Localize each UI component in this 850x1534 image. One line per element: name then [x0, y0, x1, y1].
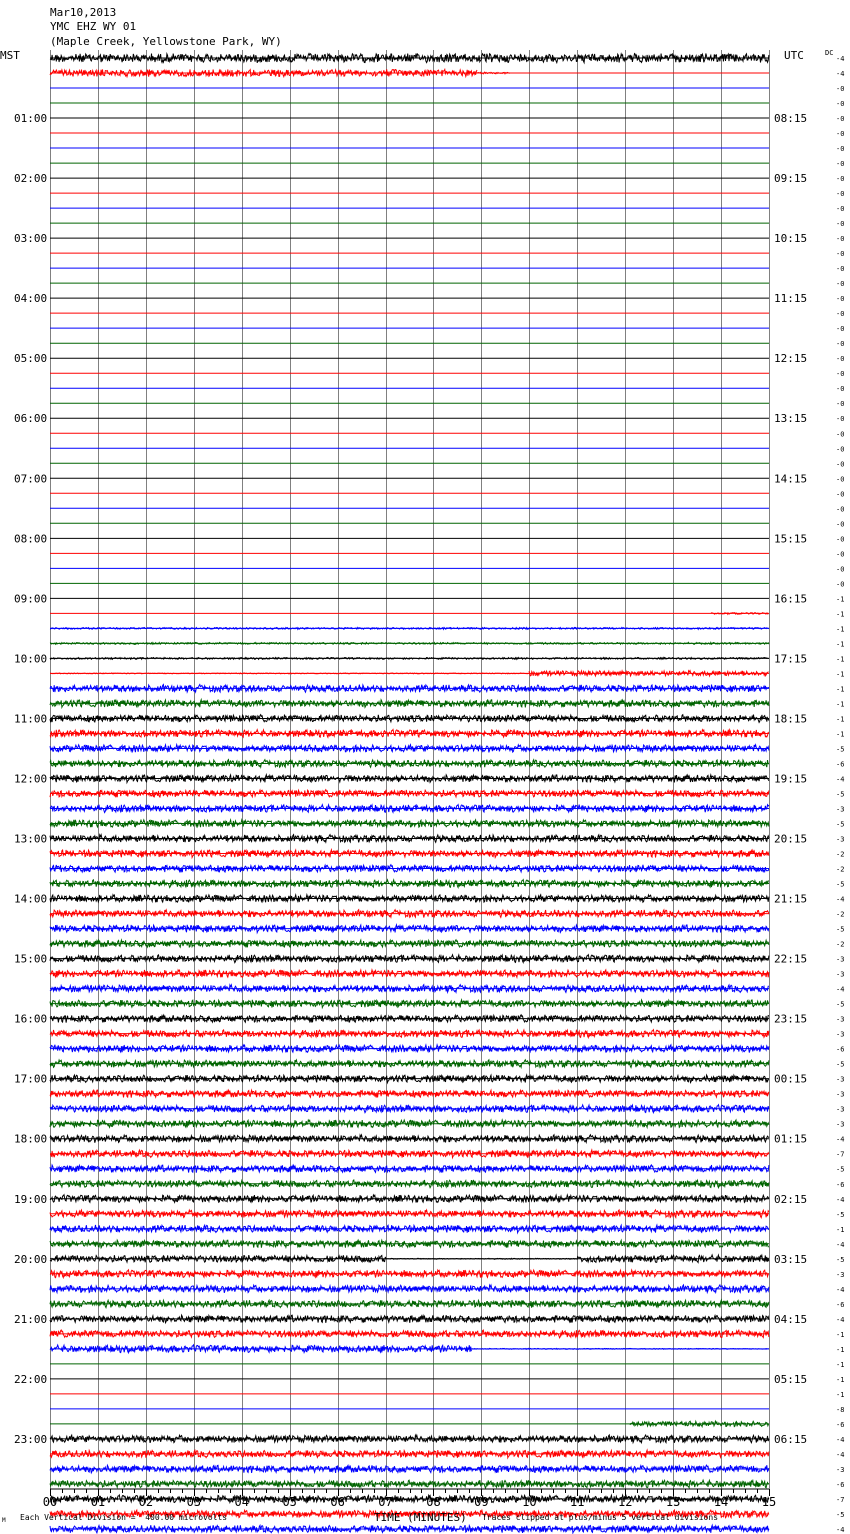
hour-label-utc: 19:15 — [774, 772, 808, 786]
hour-label-mst: 09:00 — [14, 592, 48, 606]
dc-offset-value: -0 — [836, 295, 845, 304]
dc-offset-value: -0 — [836, 250, 845, 259]
hour-label-mst: 03:00 — [14, 232, 48, 246]
hour-label-mst: 05:00 — [14, 352, 48, 366]
dc-offset-value: -5 — [836, 1000, 845, 1009]
dc-offset-value: -3 — [836, 835, 845, 844]
seismic-trace — [50, 1165, 769, 1173]
seismic-trace — [50, 1045, 769, 1053]
dc-offset-value: -0 — [836, 265, 845, 274]
hour-label-mst: 10:00 — [14, 652, 48, 666]
dc-offset-value: -6 — [836, 1420, 845, 1429]
x-tick-label: 09 — [474, 1495, 489, 1509]
dc-offset-value: -4 — [836, 1315, 845, 1324]
dc-offset-value: -0 — [836, 565, 845, 574]
dc-offset-value: -0 — [836, 115, 845, 124]
dc-offset-value: -6 — [836, 1300, 845, 1309]
dc-offset-value: -0 — [836, 355, 845, 364]
hour-label-mst: 11:00 — [14, 712, 48, 726]
seismic-trace — [529, 671, 768, 676]
x-tick-label: 14 — [713, 1495, 729, 1509]
hour-label-utc: 04:15 — [774, 1312, 808, 1326]
dc-offset-value: -6 — [836, 1180, 845, 1189]
x-tick-label: 15 — [761, 1495, 777, 1509]
scale-note: Each Vertical Division = 400.00 microvolts — [20, 1513, 228, 1522]
hour-label-utc: 18:15 — [774, 712, 808, 726]
dc-offset-value: -5 — [836, 1255, 845, 1264]
dc-offset-value: -0 — [836, 160, 845, 169]
hour-label-mst: 19:00 — [14, 1192, 48, 1206]
seismic-trace — [50, 925, 769, 933]
dc-offset-value: -0 — [836, 505, 845, 514]
dc-offset-value: -6 — [836, 1480, 845, 1489]
x-tick-label: 11 — [570, 1495, 585, 1509]
dc-offset-value: -8 — [836, 1405, 845, 1414]
dc-offset-value: -1 — [836, 610, 845, 619]
dc-offset-value: -3 — [836, 1105, 845, 1114]
seismic-trace — [50, 1195, 769, 1203]
dc-offset-value: -4 — [836, 1525, 845, 1534]
x-tick-label: 01 — [90, 1495, 106, 1509]
dc-offset-value: -0 — [836, 445, 845, 454]
dc-offset-value: -0 — [836, 175, 845, 184]
dc-offset-value: -5 — [836, 820, 845, 829]
dc-offset-value: -3 — [836, 1270, 845, 1279]
dc-offset-value: -1 — [836, 1345, 845, 1354]
dc-offset-value: -1 — [836, 640, 845, 649]
hour-label-utc: 20:15 — [774, 832, 808, 846]
dc-offset-value: -5 — [836, 1510, 845, 1519]
dc-offset-value: -7 — [836, 1495, 845, 1504]
hour-label-utc: 13:15 — [774, 412, 808, 426]
seismic-trace — [50, 880, 769, 888]
dc-offset-value: -1 — [836, 730, 845, 739]
hour-label-utc: 15:15 — [774, 532, 808, 546]
x-tick-label: 05 — [282, 1495, 297, 1509]
dc-offset-value: -0 — [836, 130, 845, 139]
dc-offset-value: -4 — [836, 775, 845, 784]
dc-offset-value: -1 — [836, 715, 845, 724]
dc-offset-value: -5 — [836, 925, 845, 934]
dc-offset-value: -4 — [836, 1240, 845, 1249]
dc-offset-header: DC — [825, 49, 834, 57]
right-timezone-label: UTC — [784, 49, 804, 62]
seismic-trace — [50, 1000, 769, 1008]
dc-offset-value: -4 — [836, 55, 845, 63]
seismic-trace — [50, 790, 769, 798]
traces — [50, 54, 769, 1534]
dc-offset-value: -0 — [836, 235, 845, 244]
dc-offset-value: -2 — [836, 940, 845, 949]
dc-offset-value: -1 — [836, 655, 845, 664]
hour-label-utc: 17:15 — [774, 652, 808, 666]
hour-label-mst: 13:00 — [14, 832, 48, 846]
dc-offset-value: -5 — [836, 745, 845, 754]
hour-label-utc: 05:15 — [774, 1372, 808, 1386]
dc-offset-value: -0 — [836, 535, 845, 544]
dc-offset-value: -0 — [836, 520, 845, 529]
seismic-trace — [50, 910, 769, 918]
hour-label-mst: 16:00 — [14, 1012, 48, 1026]
x-tick-label: 06 — [330, 1495, 345, 1509]
dc-offset-value: -3 — [836, 1030, 845, 1039]
x-axis-label: TIME (MINUTES) — [374, 1511, 467, 1524]
hour-label-mst: 07:00 — [14, 472, 48, 486]
dc-offset-value: -0 — [836, 415, 845, 424]
hour-label-utc: 21:15 — [774, 892, 808, 906]
hour-label-mst: 18:00 — [14, 1132, 48, 1146]
dc-offset-value: -1 — [836, 700, 845, 709]
seismic-trace — [50, 1240, 769, 1248]
dc-offset-value: -0 — [836, 340, 845, 349]
dc-offset-value: -1 — [836, 1390, 845, 1399]
dc-offset-value: -5 — [836, 790, 845, 799]
hour-label-mst: 12:00 — [14, 772, 48, 786]
hour-label-mst: 20:00 — [14, 1252, 48, 1266]
hour-label-utc: 08:15 — [774, 112, 808, 126]
dc-offset-value: -4 — [836, 70, 845, 79]
dc-offset-value: -0 — [836, 550, 845, 559]
dc-offset-value: -3 — [836, 955, 845, 964]
dc-offset-value: -3 — [836, 1075, 845, 1084]
dc-offset-value: -4 — [836, 1435, 845, 1444]
hour-label-utc: 09:15 — [774, 172, 808, 186]
hour-label-mst: 04:00 — [14, 292, 48, 306]
dc-offset-value: -0 — [836, 220, 845, 229]
seismic-trace — [50, 1480, 769, 1488]
dc-offset-value: -5 — [836, 1165, 845, 1174]
dc-offset-value: -3 — [836, 970, 845, 979]
hour-label-utc: 11:15 — [774, 292, 808, 306]
station-id: YMC EHZ WY 01 — [50, 20, 137, 33]
station-location: (Maple Creek, Yellowstone Park, WY) — [50, 35, 282, 48]
plot-date: Mar10,2013 — [50, 6, 117, 19]
dc-offset-value: -0 — [836, 460, 845, 469]
seismic-trace — [50, 1285, 769, 1293]
dc-offset-value: -3 — [836, 1015, 845, 1024]
time-axis — [50, 1489, 770, 1496]
seismic-trace — [50, 1345, 471, 1353]
hour-label-utc: 12:15 — [774, 352, 808, 366]
dc-offset-value: -0 — [836, 370, 845, 379]
hour-label-utc: 06:15 — [774, 1432, 808, 1446]
hour-label-mst: 06:00 — [14, 412, 48, 426]
dc-offset-value: -4 — [836, 985, 845, 994]
seismic-trace — [50, 54, 769, 63]
dc-offset-value: -1 — [836, 625, 845, 634]
hour-label-mst: 21:00 — [14, 1312, 48, 1326]
dc-offset-value: -0 — [836, 190, 845, 199]
hour-label-mst: 23:00 — [14, 1432, 48, 1446]
x-tick-label: 07 — [378, 1495, 393, 1509]
seismic-trace — [50, 760, 769, 768]
dc-offset-value: -1 — [836, 685, 845, 694]
hour-label-mst: 01:00 — [14, 112, 48, 126]
hour-label-mst: 22:00 — [14, 1372, 48, 1386]
dc-offset-value: -1 — [836, 670, 845, 679]
hour-label-utc: 10:15 — [774, 232, 808, 246]
dc-offset-value: -4 — [836, 1135, 845, 1144]
x-tick-label: 08 — [426, 1495, 441, 1509]
dc-offset-value: -4 — [836, 1285, 845, 1294]
x-tick-label: 12 — [617, 1495, 633, 1509]
dc-offset-value: -0 — [836, 430, 845, 439]
x-tick-label: 02 — [138, 1495, 154, 1509]
dc-offset-value: -0 — [836, 325, 845, 334]
dc-offset-value: -0 — [836, 385, 845, 394]
hour-label-utc: 01:15 — [774, 1132, 808, 1146]
dc-offset-value: -0 — [836, 205, 845, 214]
x-tick-label: 00 — [42, 1495, 58, 1509]
dc-offset-value: -4 — [836, 895, 845, 904]
dc-offset-value: -3 — [836, 805, 845, 814]
dc-offset-value: -5 — [836, 1210, 845, 1219]
x-tick-label: 10 — [522, 1495, 537, 1509]
dc-offset-value: -0 — [836, 475, 845, 484]
hour-label-utc: 03:15 — [774, 1252, 808, 1266]
dc-offset-value: -4 — [836, 1195, 845, 1204]
dc-offset-value: -0 — [836, 490, 845, 499]
dc-offset-value: -3 — [836, 1120, 845, 1129]
dc-offset-value: -1 — [836, 595, 845, 604]
dc-offset-value: -1 — [836, 1225, 845, 1234]
dc-offset-value: -4 — [836, 1450, 845, 1459]
x-tick-label: 03 — [186, 1495, 202, 1509]
seismic-trace — [50, 685, 769, 693]
x-tick-label: 13 — [665, 1495, 681, 1509]
seismic-trace — [50, 1015, 769, 1023]
seismic-trace — [50, 1525, 769, 1533]
hour-label-utc: 02:15 — [774, 1192, 808, 1206]
hour-label-mst: 17:00 — [14, 1072, 48, 1086]
hour-label-mst: 15:00 — [14, 952, 48, 966]
x-tick-label: 04 — [234, 1495, 249, 1509]
dc-offset-value: -1 — [836, 1375, 845, 1384]
clip-note: Traces clipped at plus/minus 5 vertical divisions — [482, 1513, 719, 1522]
seismic-trace — [50, 657, 769, 659]
left-timezone-label: MST — [0, 49, 20, 62]
dc-offset-value: -0 — [836, 310, 845, 319]
dc-offset-value: -0 — [836, 280, 845, 289]
dc-offset-value: -1 — [836, 1360, 845, 1369]
seismic-trace — [50, 1105, 769, 1113]
dc-offset-value: -6 — [836, 1045, 845, 1054]
dc-offset-value: -0 — [836, 85, 845, 94]
hour-label-utc: 23:15 — [774, 1012, 808, 1026]
dc-offset-value: -5 — [836, 880, 845, 889]
seismic-trace — [50, 745, 769, 753]
dc-offset-value: -6 — [836, 760, 845, 769]
seismic-trace — [50, 970, 769, 978]
hour-label-utc: 00:15 — [774, 1072, 808, 1086]
dc-offset-value: -5 — [836, 1060, 845, 1069]
dc-offset-value: -2 — [836, 850, 845, 859]
dc-offset-value: -2 — [836, 865, 845, 874]
hour-label-mst: 14:00 — [14, 892, 48, 906]
hour-label-utc: 22:15 — [774, 952, 808, 966]
dc-offset-value: -0 — [836, 400, 845, 409]
dc-offset-value: -3 — [836, 1090, 845, 1099]
dc-offset-value: -3 — [836, 1465, 845, 1474]
dc-offset-value: -7 — [836, 1150, 845, 1159]
hour-label-mst: 02:00 — [14, 172, 48, 186]
dc-offset-value: -2 — [836, 910, 845, 919]
hour-label-utc: 16:15 — [774, 592, 808, 606]
corner-mark: M — [2, 1517, 6, 1524]
dc-offset-value: -0 — [836, 580, 845, 589]
dc-offset-value: -1 — [836, 1330, 845, 1339]
dc-offset-value: -0 — [836, 100, 845, 109]
hour-label-mst: 08:00 — [14, 532, 48, 546]
hour-label-utc: 14:15 — [774, 472, 808, 486]
dc-offset-value: -0 — [836, 145, 845, 154]
